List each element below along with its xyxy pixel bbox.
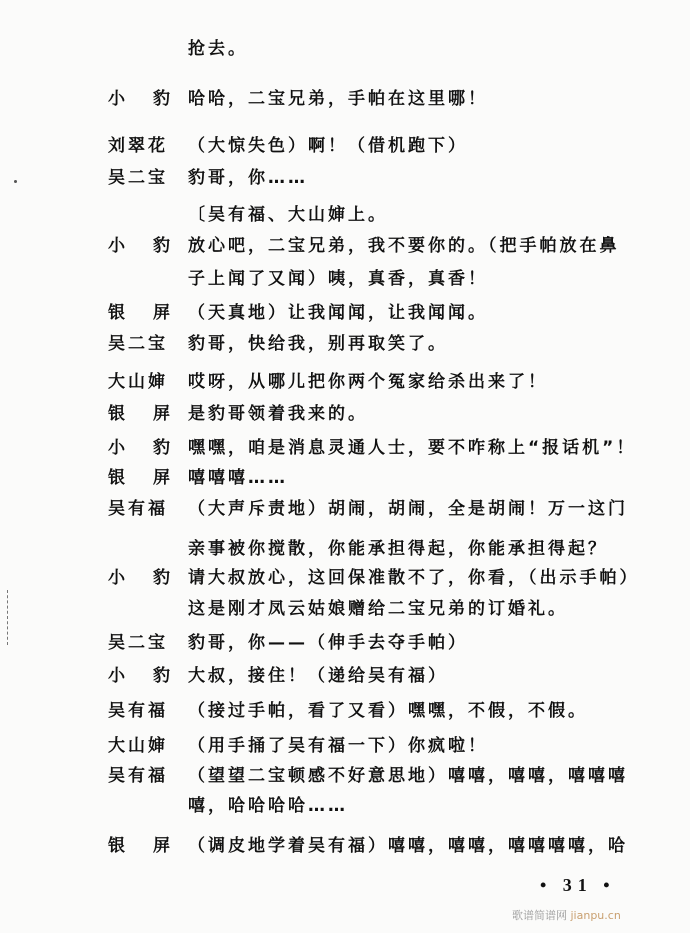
speaker-name: 吴二宝 <box>108 633 168 653</box>
speaker-char: 银 <box>108 404 125 424</box>
page-number: • 31 • <box>540 875 616 895</box>
speaker-char: 豹 <box>153 438 170 458</box>
dialogue-line: 豹哥，你…… <box>188 168 308 188</box>
dialogue-line: 嘿嘿，咱是消息灵通人士，要不咋称上“报话机”！ <box>188 438 637 458</box>
dialogue-line: （大惊失色）啊！（借机跑下） <box>188 136 468 156</box>
dialogue-line: 哎呀，从哪儿把你两个冤家给杀出来了！ <box>188 372 548 392</box>
continuation-line: 〔吴有福、大山婶上。 <box>188 205 388 225</box>
speaker-char: 小 <box>108 438 125 458</box>
speaker-char: 豹 <box>153 89 170 109</box>
speaker-char: 屏 <box>153 468 170 488</box>
speaker-name: 吴有福 <box>108 499 168 519</box>
dialogue-line: 豹哥，你——（伸手去夺手帕） <box>188 633 468 653</box>
speaker-char: 小 <box>108 568 125 588</box>
speaker-name: 吴二宝 <box>108 334 168 354</box>
dialogue-line: 放心吧，二宝兄弟，我不要你的。（把手帕放在鼻 <box>188 236 620 256</box>
speaker-name <box>108 665 170 687</box>
dialogue-line: （用手捅了吴有福一下）你疯啦！ <box>188 736 488 756</box>
speaker-name <box>108 437 170 459</box>
dialogue-line: （接过手帕，看了又看）嘿嘿，不假，不假。 <box>188 701 588 721</box>
continuation-line: 嘻，哈哈哈哈…… <box>188 796 348 816</box>
dialogue-line: 请大叔放心，这回保准散不了，你看，（出示手帕） <box>188 568 640 588</box>
speaker-name: 吴二宝 <box>108 168 168 188</box>
speaker-char: 屏 <box>153 303 170 323</box>
watermark <box>512 907 621 923</box>
dialogue-line: 哈哈，二宝兄弟，手帕在这里哪！ <box>188 89 488 109</box>
continuation-line: 抢去。 <box>188 39 248 59</box>
speaker-name <box>108 403 170 425</box>
dialogue-line: 是豹哥领着我来的。 <box>188 404 368 424</box>
speaker-char: 银 <box>108 468 125 488</box>
dialogue-line: 大叔，接住！（递给吴有福） <box>188 666 448 686</box>
speaker-name <box>108 302 170 324</box>
speaker-name: 刘翠花 <box>108 136 168 156</box>
watermark-en: jianpu.cn <box>570 909 621 922</box>
speaker-name <box>108 235 170 257</box>
dialogue-line: 豹哥，快给我，别再取笑了。 <box>188 334 448 354</box>
continuation-line: 亲事被你搅散，你能承担得起，你能承担得起？ <box>188 539 608 559</box>
dialogue-line: （望望二宝顿感不好意思地）嘻嘻，嘻嘻，嘻嘻嘻 <box>188 766 628 786</box>
dialogue-line: （大声斥责地）胡闹，胡闹，全是胡闹！万一这门 <box>188 499 628 519</box>
speaker-char: 豹 <box>153 568 170 588</box>
speaker-char: 豹 <box>153 236 170 256</box>
binding-margin-mark <box>7 590 8 645</box>
continuation-line: 这是刚才凤云姑娘赠给二宝兄弟的订婚礼。 <box>188 599 568 619</box>
speaker-name: 吴有福 <box>108 701 168 721</box>
speaker-name <box>108 835 170 857</box>
scan-speck <box>14 180 17 183</box>
watermark-cn: 歌谱简谱网 <box>512 909 567 922</box>
speaker-name <box>108 567 170 589</box>
speaker-char: 屏 <box>153 404 170 424</box>
speaker-name: 大山婶 <box>108 372 168 392</box>
speaker-name: 吴有福 <box>108 766 168 786</box>
speaker-char: 小 <box>108 89 125 109</box>
speaker-char: 小 <box>108 666 125 686</box>
speaker-name <box>108 467 170 489</box>
speaker-char: 银 <box>108 303 125 323</box>
speaker-char: 银 <box>108 836 125 856</box>
speaker-name <box>108 88 170 110</box>
dialogue-line: （天真地）让我闻闻，让我闻闻。 <box>188 303 488 323</box>
dialogue-line: 嘻嘻嘻…… <box>188 468 288 488</box>
speaker-char: 屏 <box>153 836 170 856</box>
continuation-line: 子上闻了又闻）咦，真香，真香！ <box>188 269 488 289</box>
speaker-char: 小 <box>108 236 125 256</box>
dialogue-line: （调皮地学着吴有福）嘻嘻，嘻嘻，嘻嘻嘻嘻，哈 <box>188 836 628 856</box>
speaker-char: 豹 <box>153 666 170 686</box>
speaker-name: 大山婶 <box>108 736 168 756</box>
